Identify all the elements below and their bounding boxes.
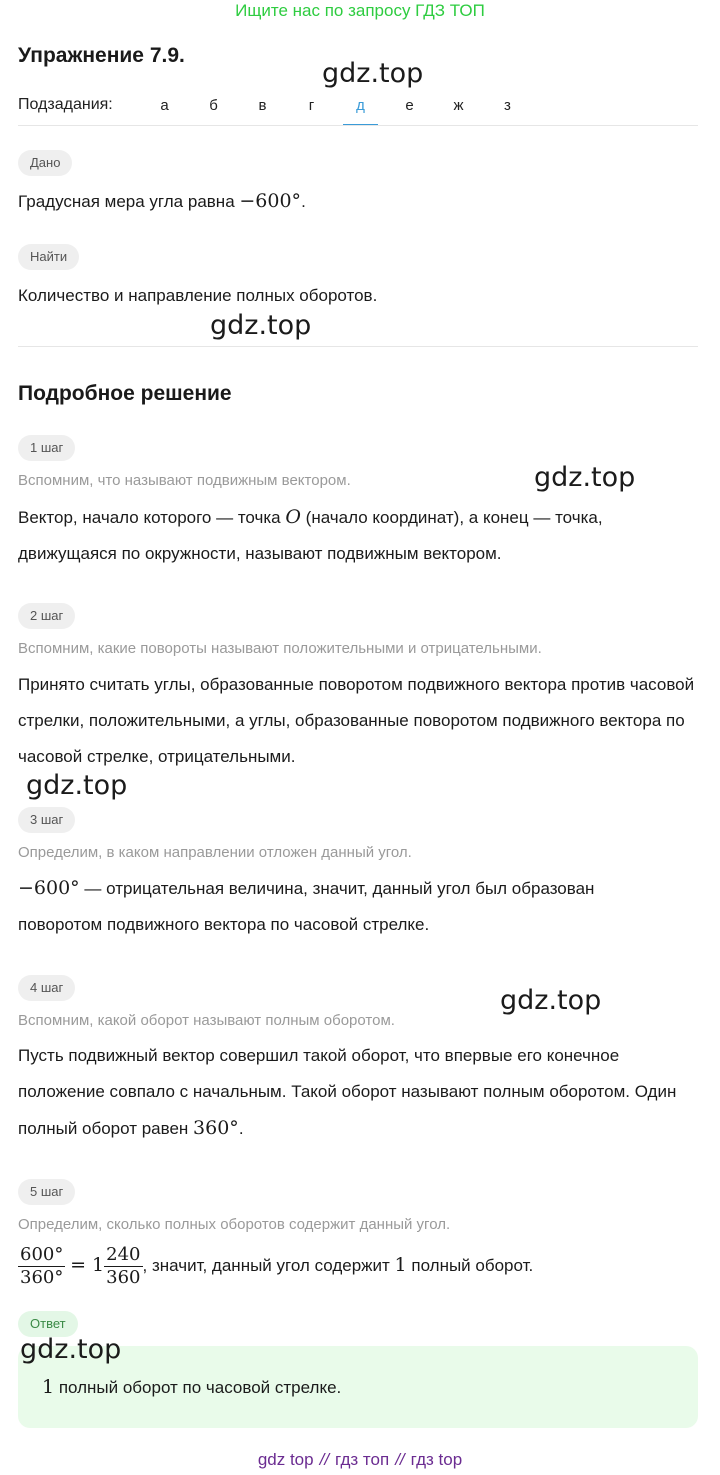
subtasks-label: Подзадания: xyxy=(18,96,113,113)
step-text: Пусть подвижный вектор совершил такой оборот, что впервые его конечное положение совпало с начальным. Такой оборот называют полным оборотом. Один полный оборот равен 360°. xyxy=(18,1046,677,1139)
watermark: gdz.top xyxy=(210,310,312,341)
find-chip: Найти xyxy=(18,244,79,270)
step-text: Принято считать углы, образованные поворотом подвижного вектора против часовой стрелки, положительными, а углы, образованные поворотом подвижного вектора по часовой стрелке, отрицательными. xyxy=(18,675,695,766)
find-text: Количество и направление полных оборотов. xyxy=(18,286,378,305)
footer-link-gdz-top-ru[interactable]: гдз топ xyxy=(335,1450,390,1469)
tabs-divider xyxy=(18,125,698,126)
subtask-tabs xyxy=(140,96,532,126)
watermark: gdz.top xyxy=(322,58,424,89)
step-text: Вектор, начало которого — точка O (начало координат), а конец — точка, движущаяся по окружности, называют подвижным вектором. xyxy=(18,506,603,563)
search-banner: Ищите нас по запросу ГДЗ ТОП xyxy=(235,1,485,20)
step-chip: 1 шаг xyxy=(18,435,75,461)
fraction: $\frac{600^\circ}{360^\circ}$ xyxy=(20,1244,64,1289)
step-hint: Вспомним, какой оборот называют полным оборотом. xyxy=(18,1012,395,1029)
watermark: gdz.top xyxy=(500,985,602,1016)
fraction: $\frac{240}{360}$ xyxy=(106,1244,141,1289)
watermark: gdz.top xyxy=(26,770,128,801)
step-hint: Вспомним, какие повороты называют положительными и отрицательными. xyxy=(18,640,542,657)
footer-link-gdz-top[interactable]: gdz top xyxy=(257,1450,314,1469)
point-o: O xyxy=(285,506,301,528)
tab-d-active[interactable]: д xyxy=(336,96,385,126)
given-math: −600° xyxy=(239,190,302,212)
step-chip: 2 шаг xyxy=(18,603,75,629)
given-text: Градусная мера угла равна −600°. xyxy=(18,190,306,212)
answer-text: 1 полный оборот по часовой стрелке. xyxy=(42,1376,342,1398)
step-hint: Определим, сколько полных оборотов содержит данный угол. xyxy=(18,1216,451,1233)
tab-g[interactable]: г xyxy=(308,97,315,114)
solution-title: Подробное решение xyxy=(18,382,232,405)
tab-z[interactable]: з xyxy=(504,97,511,114)
tab-e[interactable]: е xyxy=(405,97,414,114)
tab-b[interactable]: б xyxy=(209,97,218,114)
page-title: Упражнение 7.9. xyxy=(18,44,185,67)
tab-zh[interactable]: ж xyxy=(453,97,464,114)
given-text-label: Градусная мера угла равна xyxy=(18,192,240,211)
step-formula: $\frac{600^\circ}{360^\circ}$ = 1 $\frac{240}{360}$ , значит, данный угол содержит 1 полный оборот. xyxy=(20,1244,534,1289)
watermark: gdz.top xyxy=(20,1334,122,1365)
step-chip: 4 шаг xyxy=(18,975,75,1001)
tab-a[interactable]: а xyxy=(160,97,169,114)
given-chip: Дано xyxy=(18,150,72,176)
footer-link-gdz-top-mixed[interactable]: гдз top xyxy=(410,1450,463,1469)
step-hint: Вспомним, что называют подвижным вектором. xyxy=(18,472,351,489)
step-chip: 5 шаг xyxy=(18,1179,75,1205)
tab-v[interactable]: в xyxy=(258,97,267,114)
step-text: −600° — отрицательная величина, значит, данный угол был образован поворотом подвижного вектора по часовой стрелке. xyxy=(18,877,595,934)
section-divider xyxy=(18,346,698,347)
step-hint: Определим, в каком направлении отложен данный угол. xyxy=(18,844,412,861)
watermark: gdz.top xyxy=(534,462,636,493)
footer-links: gdz top // гдз топ // гдз top xyxy=(257,1450,463,1469)
step-chip: 3 шаг xyxy=(18,807,75,833)
answer-chip: Ответ xyxy=(18,1311,78,1337)
